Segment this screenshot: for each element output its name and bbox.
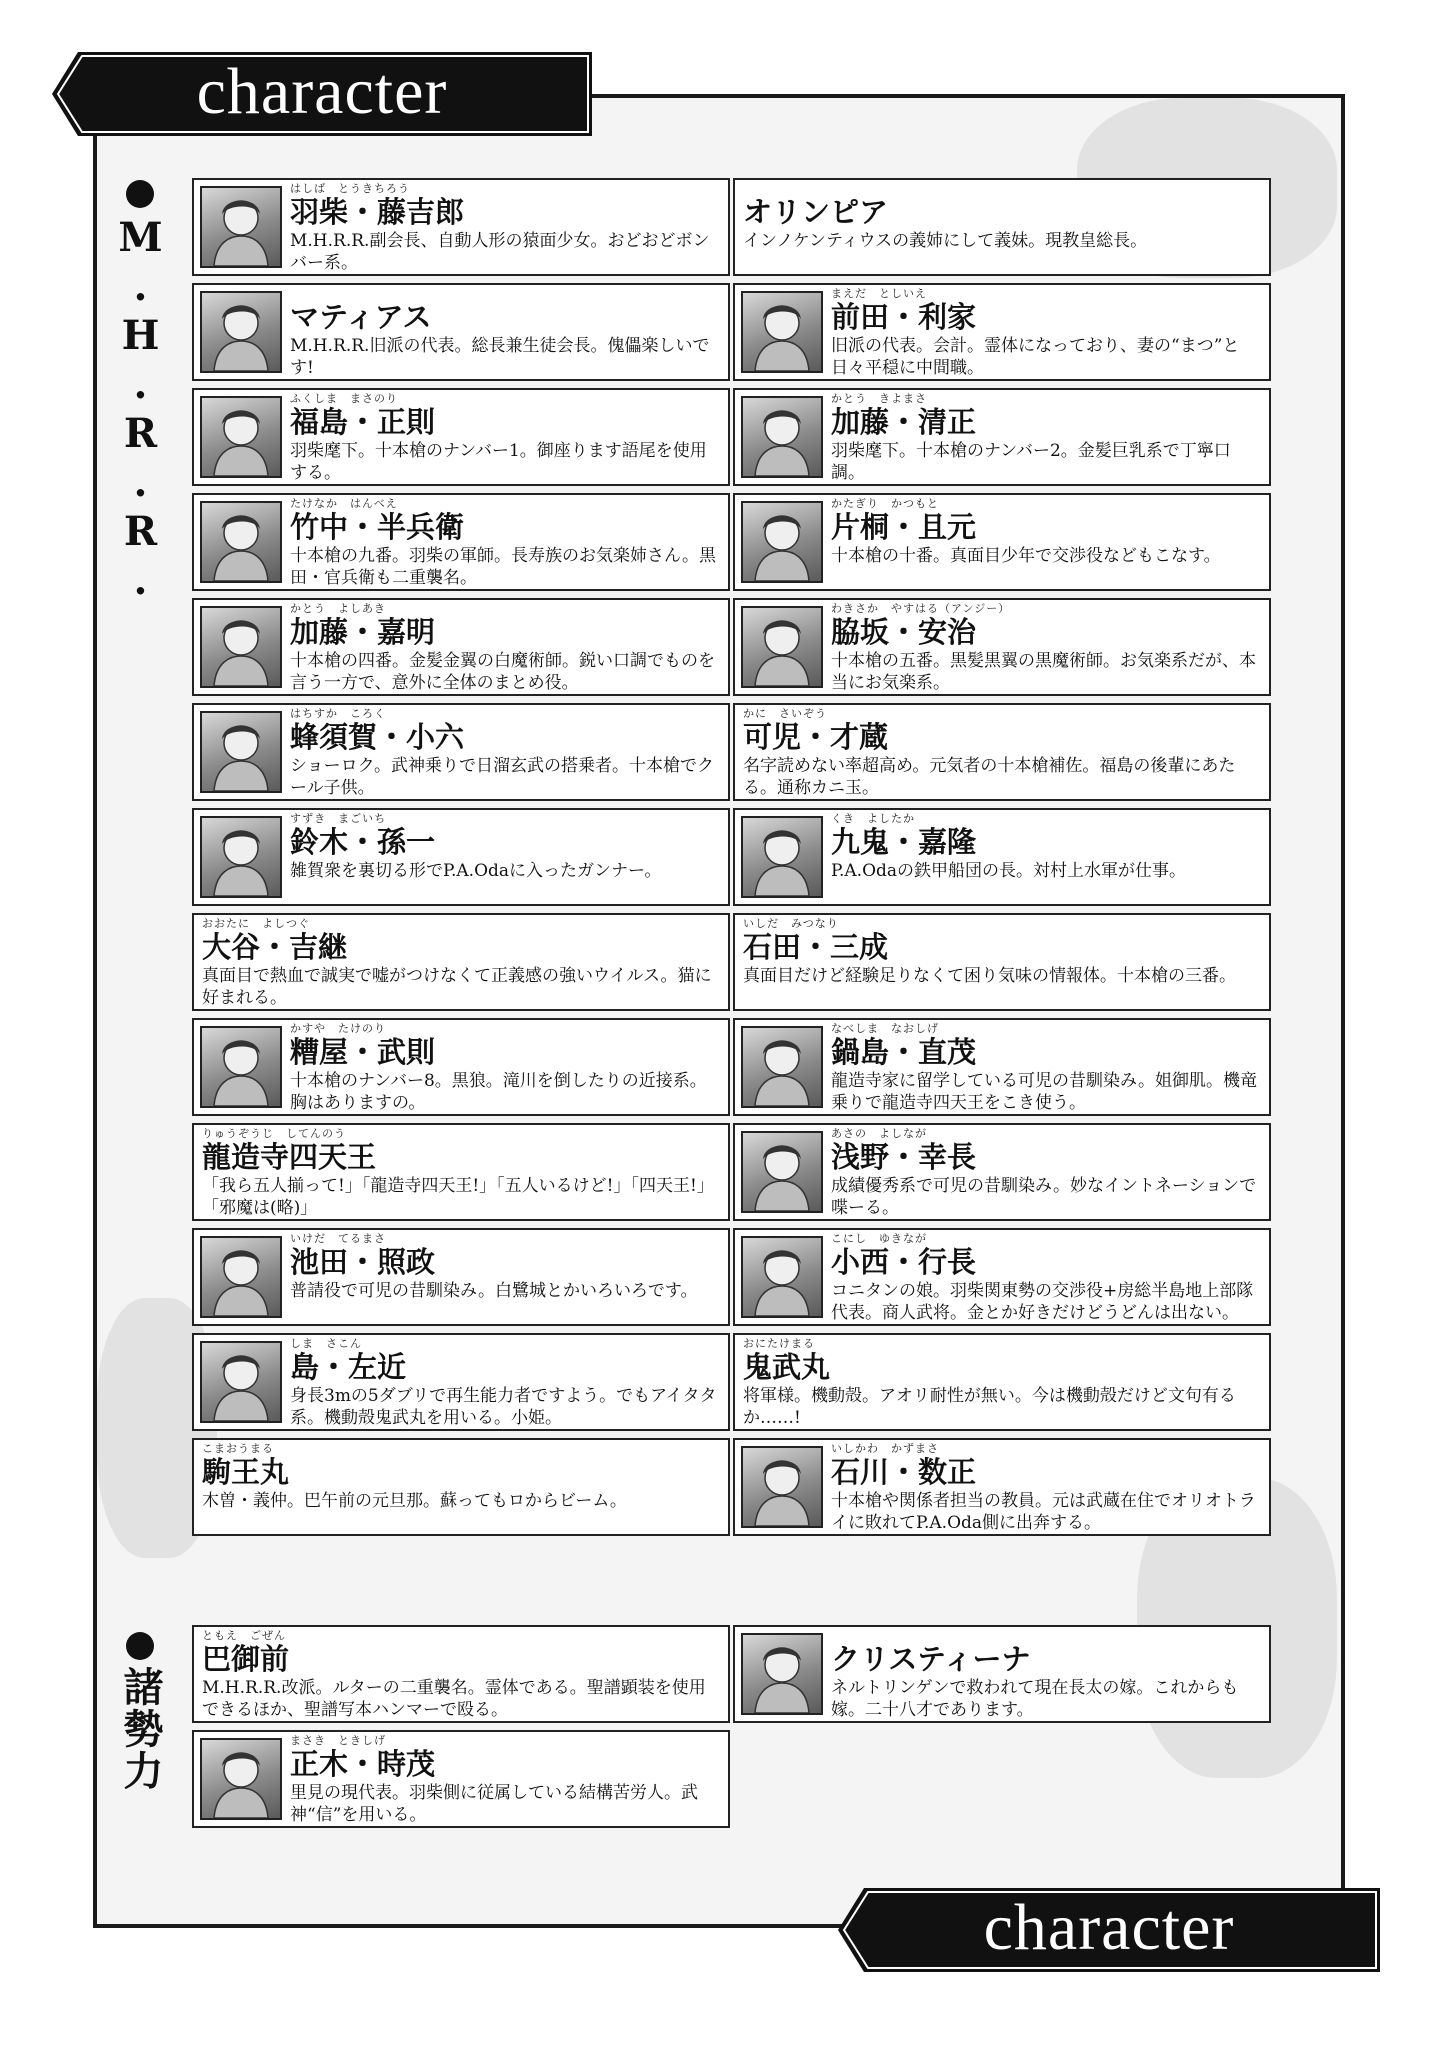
section-heading-mhrr <box>118 180 162 606</box>
character-description: 十本槍の十番。真面目少年で交渉役などもこなす。 <box>831 546 1221 566</box>
character-portrait <box>200 1341 282 1423</box>
character-card <box>192 1625 730 1723</box>
character-name-ruby: こにし ゆきなが <box>831 1232 927 1245</box>
character-name-ruby: すずき まごいち <box>290 812 387 825</box>
character-name: 蜂須賀・小六 <box>290 721 465 753</box>
character-text <box>743 707 1263 799</box>
character-description: コニタンの娘。羽柴関東勢の交渉役+房総半島地上部隊代表。商人武将。金とか好きだけどうどんは出ない。 <box>831 1281 1254 1323</box>
character-text <box>290 707 722 799</box>
section-label-other: 諸勢力 <box>117 1666 164 1792</box>
character-portrait-icon <box>743 1448 821 1526</box>
character-text <box>290 812 722 882</box>
character-description: 十本槍の五番。黒髪黒翼の黒魔術師。お気楽系だが、本当にお気楽系。 <box>831 651 1256 693</box>
character-name-ruby: しま さこん <box>290 1337 362 1350</box>
character-card <box>192 388 730 486</box>
character-card <box>192 913 730 1011</box>
character-portrait-icon <box>743 503 821 581</box>
section-heading-other <box>118 1632 162 1792</box>
character-name-ruby: わきさか やすはる（アンジー） <box>831 602 1011 615</box>
character-card <box>192 178 730 276</box>
character-name-ruby: こまおうまる <box>202 1442 274 1455</box>
character-card <box>192 703 730 801</box>
bullet-icon <box>126 180 154 208</box>
character-card <box>733 1333 1271 1431</box>
character-name: 九鬼・嘉隆 <box>831 826 977 858</box>
character-portrait <box>741 1131 823 1213</box>
character-text <box>831 1022 1263 1114</box>
character-name: 小西・行長 <box>831 1246 977 1278</box>
character-card <box>733 388 1271 486</box>
character-portrait <box>200 606 282 688</box>
character-name: 石田・三成 <box>743 931 889 963</box>
character-card <box>733 1228 1271 1326</box>
character-text <box>202 917 722 1009</box>
character-name: 正木・時茂 <box>290 1748 436 1780</box>
character-description: 十本槍の四番。金髪金翼の白魔術師。鋭い口調でものを言う一方で、意外に全体のまとめ役。 <box>290 651 715 693</box>
character-portrait-icon <box>202 1343 280 1421</box>
header-title: character <box>196 55 448 128</box>
character-portrait <box>200 1738 282 1820</box>
character-description: 普請役で可児の昔馴染み。白鷺城とかいろいろです。 <box>290 1281 698 1301</box>
character-card <box>733 283 1271 381</box>
character-portrait <box>741 1633 823 1715</box>
character-text <box>202 1629 722 1721</box>
character-name-ruby: りゅうぞうじ してんのう <box>202 1127 346 1140</box>
character-name-ruby: なべしま なおしげ <box>831 1022 939 1035</box>
character-card <box>733 703 1271 801</box>
character-text <box>743 1337 1263 1429</box>
character-portrait-icon <box>202 608 280 686</box>
character-text <box>831 602 1263 694</box>
character-description: 将軍様。機動殻。アオリ耐性が無い。今は機動殻だけど文句有るか……! <box>743 1386 1236 1428</box>
character-name-ruby: かすや たけのり <box>290 1022 386 1035</box>
character-portrait <box>741 501 823 583</box>
character-portrait-icon <box>202 713 280 791</box>
character-portrait <box>200 291 282 373</box>
character-name-ruby: いけだ てるまさ <box>290 1232 386 1245</box>
character-text <box>290 392 722 484</box>
character-text <box>831 392 1263 484</box>
character-name: 福島・正則 <box>290 406 436 438</box>
character-portrait <box>741 1026 823 1108</box>
character-portrait-icon <box>202 1740 280 1818</box>
character-card <box>192 1333 730 1431</box>
footer-title-banner <box>838 1888 1380 1972</box>
header-title-banner <box>52 52 592 136</box>
character-description: 羽柴麾下。十本槍のナンバー1。御座ります語尾を使用する。 <box>290 441 707 483</box>
character-card <box>192 1123 730 1221</box>
character-portrait <box>741 606 823 688</box>
character-portrait <box>200 186 282 268</box>
character-name: 加藤・清正 <box>831 406 977 438</box>
character-portrait <box>200 501 282 583</box>
character-name: 竹中・半兵衛 <box>290 511 465 543</box>
bullet-icon <box>126 1632 154 1660</box>
character-description: ショーロク。武神乗りで日溜玄武の搭乗者。十本槍でクール子供。 <box>290 756 714 798</box>
character-text <box>202 1442 722 1512</box>
character-portrait <box>741 1446 823 1528</box>
character-card <box>192 493 730 591</box>
character-name: 羽柴・藤吉郎 <box>290 196 465 228</box>
character-text <box>290 182 722 274</box>
character-portrait-icon <box>202 188 280 266</box>
character-portrait <box>741 816 823 898</box>
character-portrait <box>200 816 282 898</box>
character-portrait-icon <box>202 293 280 371</box>
character-card <box>733 598 1271 696</box>
character-portrait-icon <box>202 818 280 896</box>
character-portrait-icon <box>743 1635 821 1713</box>
character-portrait-icon <box>743 608 821 686</box>
character-description: 身長3mの5ダブリで再生能力者ですよう。でもアイタタ系。機動殻鬼武丸を用いる。小姫。 <box>290 1386 717 1428</box>
character-card <box>733 1123 1271 1221</box>
character-description: ネルトリンゲンで救われて現在長太の嫁。これからも嫁。二十八才であります。 <box>831 1678 1239 1720</box>
character-name-ruby: まさき ときしげ <box>290 1734 386 1747</box>
character-name: オリンピア <box>743 196 889 228</box>
character-description: 里見の現代表。羽柴側に従属している結構苦労人。武神“信”を用いる。 <box>290 1783 698 1825</box>
character-name: 浅野・幸長 <box>831 1141 977 1173</box>
character-name: 池田・照政 <box>290 1246 436 1278</box>
character-description: 旧派の代表。会計。霊体になっており、妻の“まつ”と日々平穏に中間職。 <box>831 336 1240 378</box>
character-description: 雑賀衆を裏切る形でP.A.Odaに入ったガンナー。 <box>290 861 662 881</box>
character-card <box>192 1228 730 1326</box>
character-name-ruby: かとう よしあき <box>290 602 386 615</box>
character-card <box>192 1730 730 1828</box>
character-description: 十本槍の九番。羽柴の軍師。長寿族のお気楽姉さん。黒田・官兵衛も二重襲名。 <box>290 546 717 588</box>
character-name: 駒王丸 <box>202 1456 290 1488</box>
character-text <box>290 1734 722 1826</box>
character-portrait <box>741 291 823 373</box>
character-description: 真面目だけど経験足りなくて困り気味の情報体。十本槍の三番。 <box>743 966 1236 986</box>
character-description: 龍造寺家に留学している可児の昔馴染み。姐御肌。機竜乗りで龍造寺四天王をこき使う。 <box>831 1071 1258 1113</box>
character-name: 鈴木・孫一 <box>290 826 436 858</box>
character-card <box>192 283 730 381</box>
character-name-ruby: たけなか はんべえ <box>290 497 398 510</box>
character-portrait-icon <box>202 398 280 476</box>
character-card <box>733 178 1271 276</box>
character-portrait-icon <box>202 1028 280 1106</box>
character-portrait <box>741 1236 823 1318</box>
character-card <box>192 1018 730 1116</box>
character-card <box>192 1438 730 1536</box>
character-portrait-icon <box>202 503 280 581</box>
character-name-ruby: いしかわ かずまさ <box>831 1442 939 1455</box>
character-portrait-icon <box>743 1238 821 1316</box>
character-name-ruby: くき よしたか <box>831 812 915 825</box>
character-portrait-icon <box>743 293 821 371</box>
character-card <box>192 598 730 696</box>
character-name: 巴御前 <box>202 1643 290 1675</box>
character-name: 糟屋・武則 <box>290 1036 436 1068</box>
character-card <box>733 808 1271 906</box>
character-name: 片桐・且元 <box>831 511 977 543</box>
character-description: M.H.R.R.副会長、自動人形の猿面少女。おどおどボンバー系。 <box>290 231 710 273</box>
character-text <box>831 1127 1263 1219</box>
character-description: M.H.R.R.旧派の代表。総長兼生徒会長。傀儡楽しいです! <box>290 336 710 378</box>
character-name-ruby <box>831 1629 1263 1643</box>
character-name: 脇坂・安治 <box>831 616 977 648</box>
character-card <box>733 1438 1271 1536</box>
character-description: 木曽・義仲。巴午前の元旦那。蘇ってもロからビーム。 <box>202 1491 627 1511</box>
character-name-ruby: ともえ ごぜん <box>202 1629 286 1642</box>
character-name: クリスティーナ <box>831 1643 1031 1675</box>
character-portrait <box>741 396 823 478</box>
character-portrait-icon <box>743 398 821 476</box>
character-name-ruby: かたぎり かつもと <box>831 497 939 510</box>
character-name: 鬼武丸 <box>743 1351 831 1383</box>
character-name-ruby: はちすか ころく <box>290 707 386 720</box>
character-description: 「我ら五人揃って!」「龍造寺四天王!」「五人いるけど!」「四天王!」「邪魔は(略)」 <box>202 1176 714 1218</box>
character-portrait-icon <box>743 818 821 896</box>
character-card <box>733 913 1271 1011</box>
character-text <box>743 182 1263 252</box>
character-name: 島・左近 <box>290 1351 407 1383</box>
character-text <box>290 1232 722 1302</box>
character-description: P.A.Odaの鉄甲船団の長。対村上水軍が仕事。 <box>831 861 1187 881</box>
character-portrait <box>200 711 282 793</box>
character-portrait <box>200 396 282 478</box>
character-text <box>202 1127 722 1219</box>
character-card <box>733 1625 1271 1723</box>
character-portrait-icon <box>202 1238 280 1316</box>
character-name-ruby: いしだ みつなり <box>743 917 839 930</box>
character-description: M.H.R.R.改派。ルターの二重襲名。霊体である。聖譜顕装を使用できるほか、聖譜写本ハンマーで殴る。 <box>202 1678 706 1720</box>
footer-title: character <box>983 1891 1235 1964</box>
character-name: 石川・数正 <box>831 1456 977 1488</box>
character-text <box>831 497 1263 567</box>
character-text <box>290 1337 722 1429</box>
character-portrait-icon <box>743 1133 821 1211</box>
character-name-ruby: おにたけまる <box>743 1337 815 1350</box>
character-card <box>192 808 730 906</box>
character-name-ruby <box>290 287 722 301</box>
character-description: 真面目で熱血で誠実で嘘がつけなくて正義感の強いウイルス。猫に好まれる。 <box>202 966 712 1008</box>
character-portrait <box>200 1026 282 1108</box>
character-card <box>733 1018 1271 1116</box>
character-name-ruby: はしば とうきちろう <box>290 182 410 195</box>
character-text <box>831 812 1263 882</box>
character-name: マティアス <box>290 301 432 333</box>
character-description: 成績優秀系で可児の昔馴染み。妙なイントネーションで喋ーる。 <box>831 1176 1257 1218</box>
character-description: 羽柴麾下。十本槍のナンバー2。金髪巨乳系で丁寧口調。 <box>831 441 1231 483</box>
character-text <box>831 1442 1263 1534</box>
character-text <box>290 497 722 589</box>
character-name-ruby <box>743 182 1263 196</box>
character-card <box>733 493 1271 591</box>
character-name: 鍋島・直茂 <box>831 1036 977 1068</box>
character-description: 名字読めない率超高め。元気者の十本槍補佐。福島の後輩にあたる。通称カニ玉。 <box>743 756 1236 798</box>
character-name-ruby: ふくしま まさのり <box>290 392 398 405</box>
character-text <box>290 602 722 694</box>
character-name-ruby: まえだ としいえ <box>831 287 927 300</box>
character-description: 十本槍のナンバー8。黒狼。滝川を倒したりの近接系。胸はありますの。 <box>290 1071 707 1113</box>
character-name-ruby: おおたに よしつぐ <box>202 917 310 930</box>
character-name: 龍造寺四天王 <box>202 1141 377 1173</box>
character-name-ruby: かとう きよまさ <box>831 392 927 405</box>
character-text <box>831 1629 1263 1721</box>
character-name-ruby: かに さいぞう <box>743 707 827 720</box>
character-text <box>831 1232 1263 1324</box>
character-text <box>743 917 1263 987</box>
character-name: 加藤・嘉明 <box>290 616 436 648</box>
character-name: 前田・利家 <box>831 301 977 333</box>
character-description: インノケンティウスの義姉にして義妹。現教皇総長。 <box>743 231 1148 251</box>
character-text <box>831 287 1263 379</box>
section-label-mhrr: M.H.R.R. <box>117 214 164 606</box>
character-name: 大谷・吉継 <box>202 931 348 963</box>
character-text <box>290 1022 722 1114</box>
character-portrait <box>200 1236 282 1318</box>
character-name: 可児・才蔵 <box>743 721 889 753</box>
character-description: 十本槍や関係者担当の教員。元は武蔵在住でオリオトライに敗れてP.A.Oda側に出奔する。 <box>831 1491 1256 1533</box>
character-portrait-icon <box>743 1028 821 1106</box>
character-text <box>290 287 722 379</box>
character-name-ruby: あさの よしなが <box>831 1127 927 1140</box>
